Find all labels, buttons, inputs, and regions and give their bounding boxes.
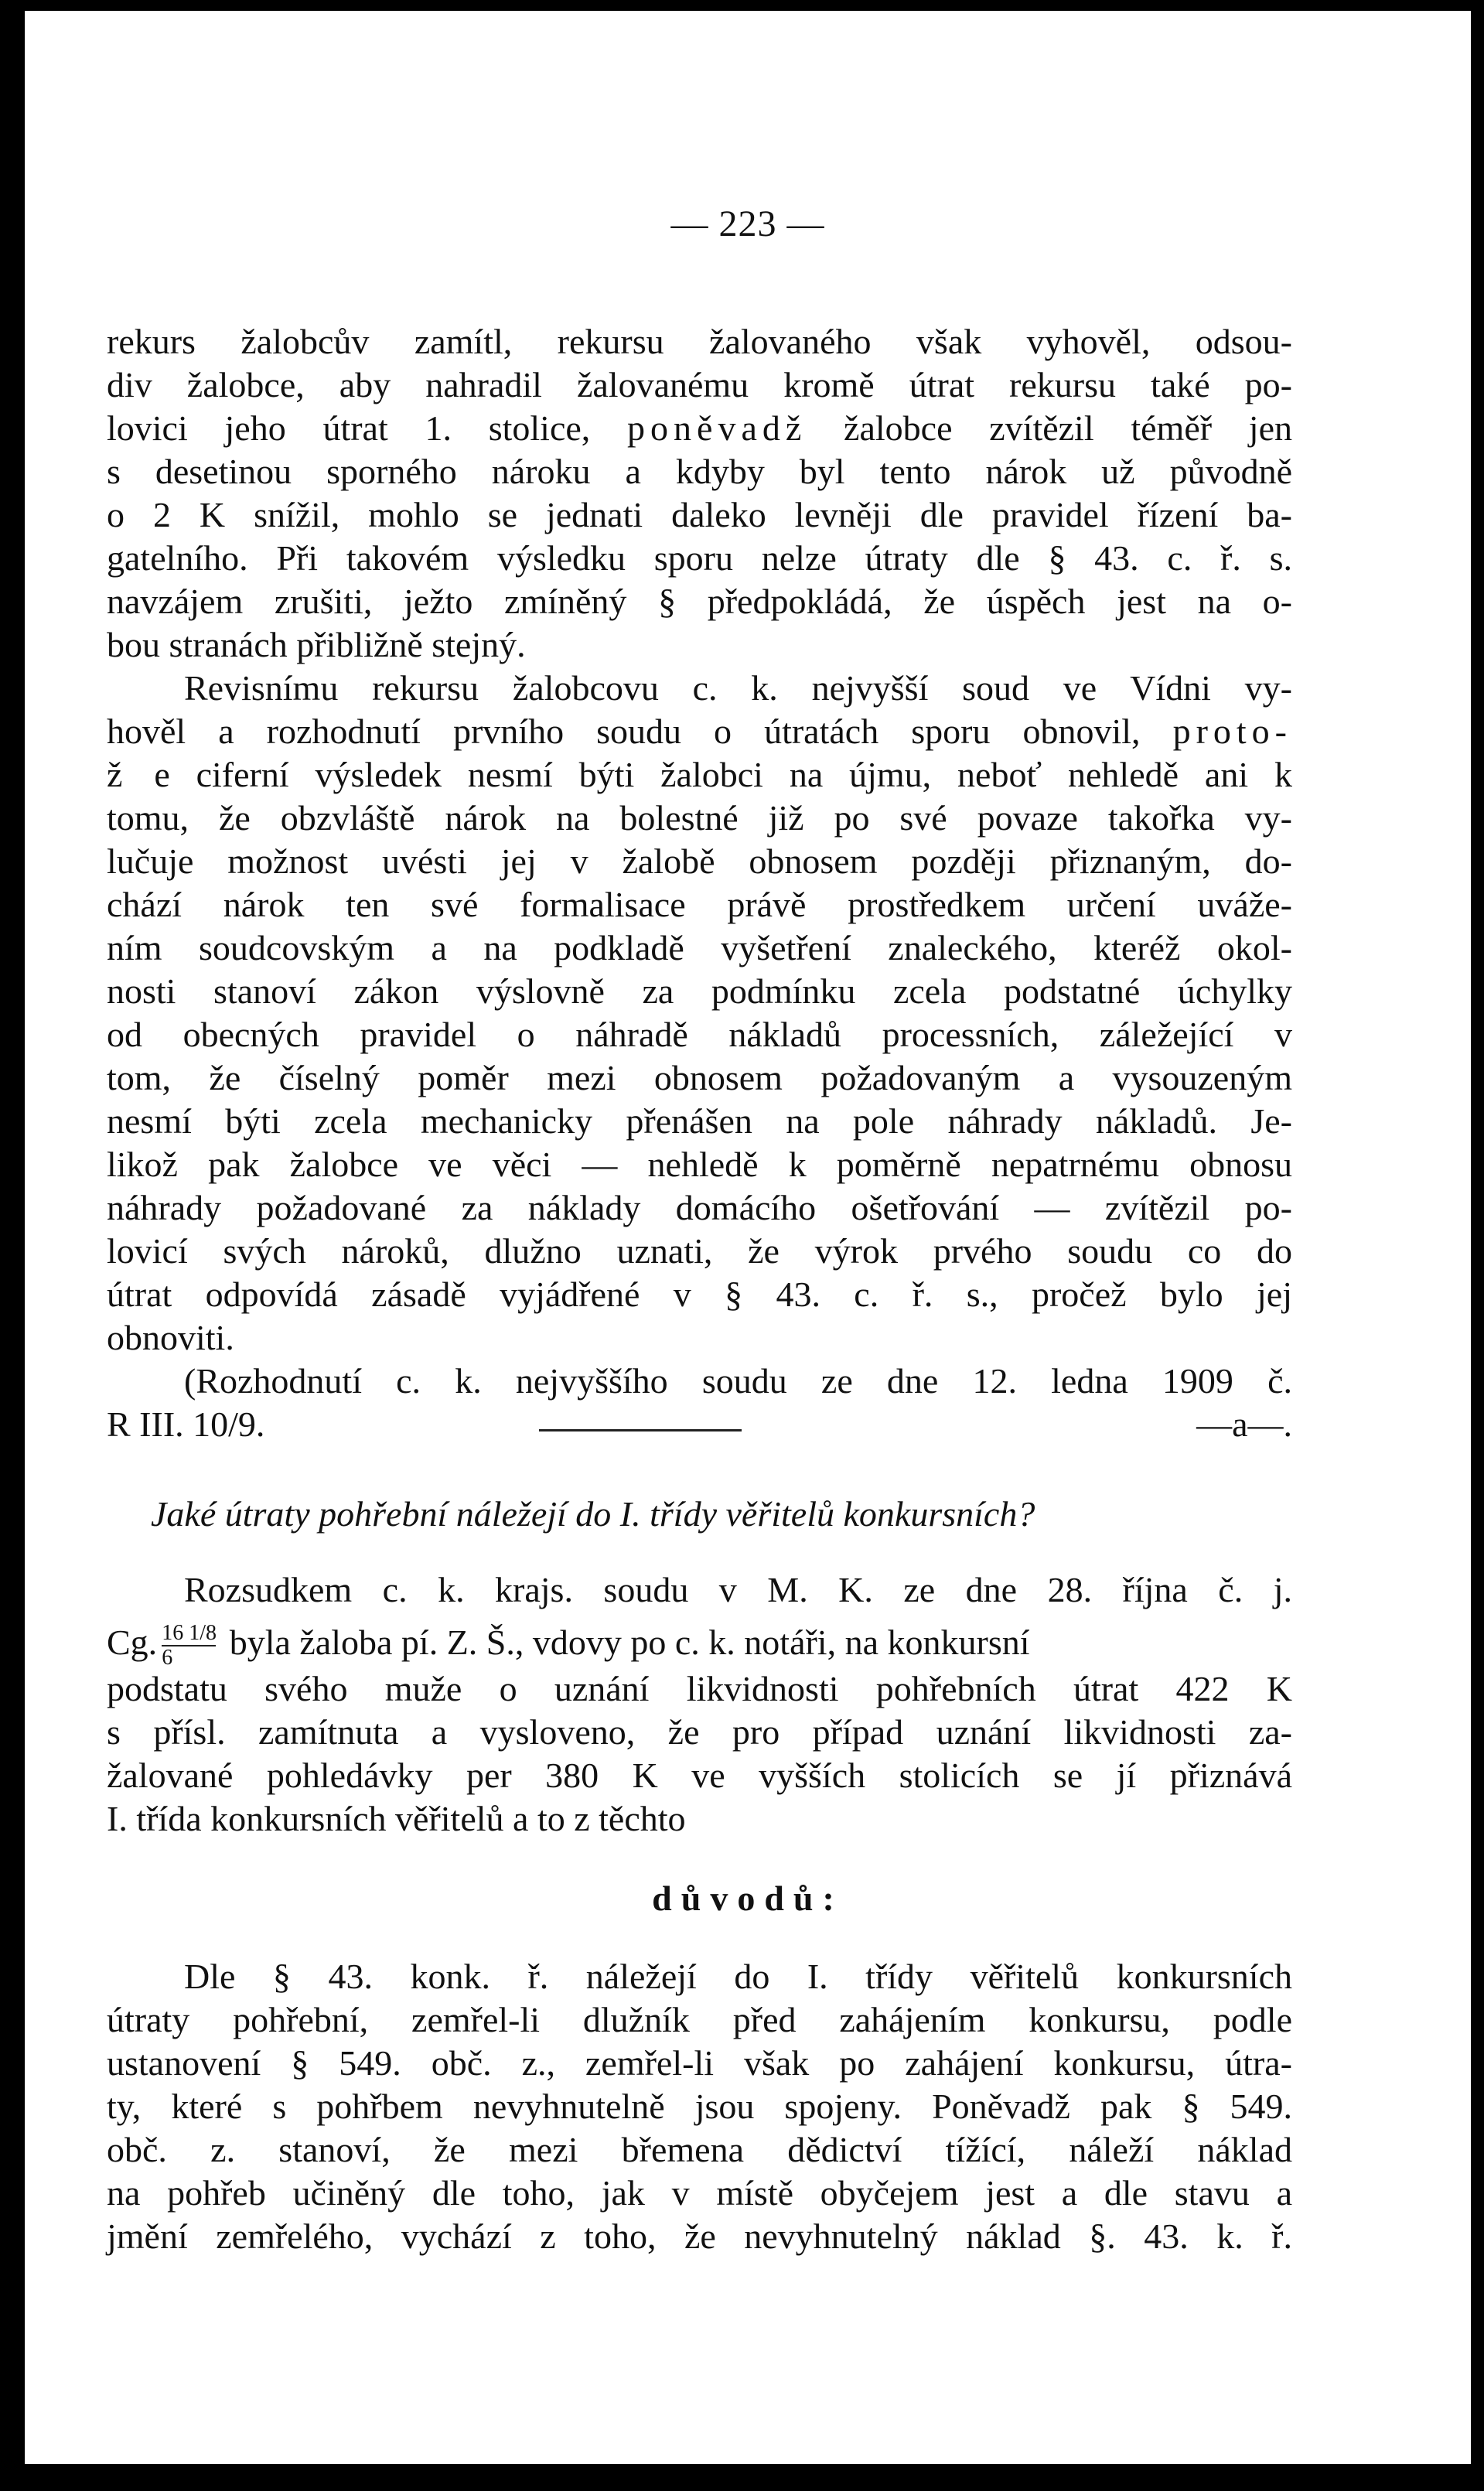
text-line: obnoviti. [107,1318,234,1357]
text-line: náhrady požadované za náklady domácího ošetřování — zvítězil po- [107,1188,1292,1227]
page-number: — 223 — [670,203,825,244]
text-line: navzájem zrušiti, ježto zmíněný § předpokládá, že úspěch jest na o- [107,582,1292,621]
citation-line [107,1401,1292,1448]
text-fragment: Cg. [107,1623,158,1662]
text-line: nosti stanoví zákon výslovně za podmínku zcela podstatné úchylky [107,971,1292,1011]
text-line: Dle § 43. konk. ř. náležejí do I. třídy věřitelů konkursních [184,1957,1292,1996]
text-line: ty, které s pohřbem nevyhnutelně jsou spojeny. Poněvadž pak § 549. [107,2087,1292,2126]
text-line: s přísl. zamítnuta a vysloveno, že pro případ uznání likvidnosti za- [107,1712,1292,1752]
text-line: bou stranách přibližně stejný. [107,625,526,664]
text-line: podstatu svého muže o uznání likvidnosti pohřebních útrat 422 K [107,1669,1292,1708]
text-line: žalované pohledávky per 380 K ve vyšších stolicích se jí přiznává [107,1756,1292,1795]
text-line: s desetinou sporného nároku a kdyby byl tento nárok už původně [107,452,1292,491]
case-number-fraction [162,1622,216,1670]
reasons-heading-text: důvodů: [652,1878,844,1918]
author-signature: —a—. [1196,1404,1292,1444]
text-fragment: e ciferní výsledek nesmí býti žalobci na újmu, neboť nehledě ani k [154,755,1293,794]
text-line: ustanovení § 549. obč. z., zemřel-li však po zahájení konkursu, útra- [107,2043,1292,2083]
text-line: jmění zemřelého, vychází z toho, že nevyhnutelný náklad §. 43. k. ř. [107,2216,1292,2256]
text-line: tomu, že obzvláště nárok na bolestné již po své povaze takořka vy- [107,798,1292,838]
emphasis-protoze-end: ž [107,755,128,794]
citation-line: (Rozhodnutí c. k. nejvyššího soudu ze dne 12. ledna 1909 č. [184,1361,1292,1401]
text-line [107,405,1292,452]
fraction-denominator: 6 [162,1646,173,1670]
text-line: útrat odpovídá zásadě vyjádřené v § 43. c. ř. s., pročež bylo jej [107,1275,1292,1314]
emphasis-protoze: proto- [1172,711,1292,751]
text-line: obč. z. stanoví, že mezi břemena dědictví tížící, náleží náklad [107,2130,1292,2169]
text-line: chází nárok ten své formalisace právě prostředkem určení uváže- [107,885,1292,924]
text-line: likož pak žalobce ve věci — nehledě k poměrně nepatrnému obnosu [107,1145,1292,1184]
text-line [107,1619,1292,1670]
text-line: rekurs žalobcův zamítl, rekursu žalovaného však vyhověl, odsou- [107,322,1292,361]
text-line: gatelního. Při takovém výsledku sporu nelze útraty dle § 43. c. ř. s. [107,538,1292,578]
text-line: Rozsudkem c. k. krajs. soudu v M. K. ze dne 28. října č. j. [184,1570,1292,1609]
text-line: od obecných pravidel o náhradě nákladů processních, záležející v [107,1015,1292,1054]
text-line: nesmí býti zcela mechanicky přenášen na pole náhrady nákladů. Je- [107,1101,1292,1141]
document-page [25,11,1471,2464]
text-line: tom, že číselný poměr mezi obnosem požadovaným a vysouzeným [107,1058,1292,1097]
citation-reference: R III. 10/9. [107,1404,265,1444]
text-line: Revisnímu rekursu žalobcovu c. k. nejvyšší soud ve Vídni vy- [184,668,1292,708]
text-line [107,708,1292,755]
text-fragment: hověl a rozhodnutí prvního soudu o útratách sporu obnovil, [107,711,1173,751]
text-fragment: žalobce zvítězil téměř jen [807,408,1293,448]
text-line: na pohřeb učiněný dle toho, jak v místě obyčejem jest a dle stavu a [107,2173,1292,2213]
text-line: o 2 K snížil, mohlo se jednati daleko levněji dle pravidel řízení ba- [107,495,1292,534]
section-divider [539,1429,742,1431]
text-line: lučuje možnost uvésti jej v žalobě obnosem později přiznaným, do- [107,841,1292,881]
reasons-heading [25,1875,1471,1922]
text-line [107,752,1292,798]
text-line: lovicí svých nároků, dlužno uznati, že výrok prvého soudu co do [107,1231,1292,1271]
text-line: div žalobce, aby nahradil žalovanému kromě útrat rekursu také po- [107,365,1292,404]
emphasis-ponevadz: poněvadž [627,408,807,448]
text-fragment: lovici jeho útrat 1. stolice, [107,408,628,448]
fraction-numerator: 16 1/8 [162,1621,217,1646]
text-line: ním soudcovským a na podkladě vyšetření znaleckého, kteréž okol- [107,928,1292,967]
text-line: útraty pohřební, zemřel-li dlužník před zahájením konkursu, podle [107,2000,1292,2039]
text-fragment: byla žaloba pí. Z. Š., vdovy po c. k. notáři, na konkursní [220,1623,1030,1662]
text-line: I. třída konkursních věřitelů a to z těchto [107,1799,686,1838]
section-heading: Jaké útraty pohřební náležejí do I. třídy věřitelů konkursních? [151,1494,1035,1534]
